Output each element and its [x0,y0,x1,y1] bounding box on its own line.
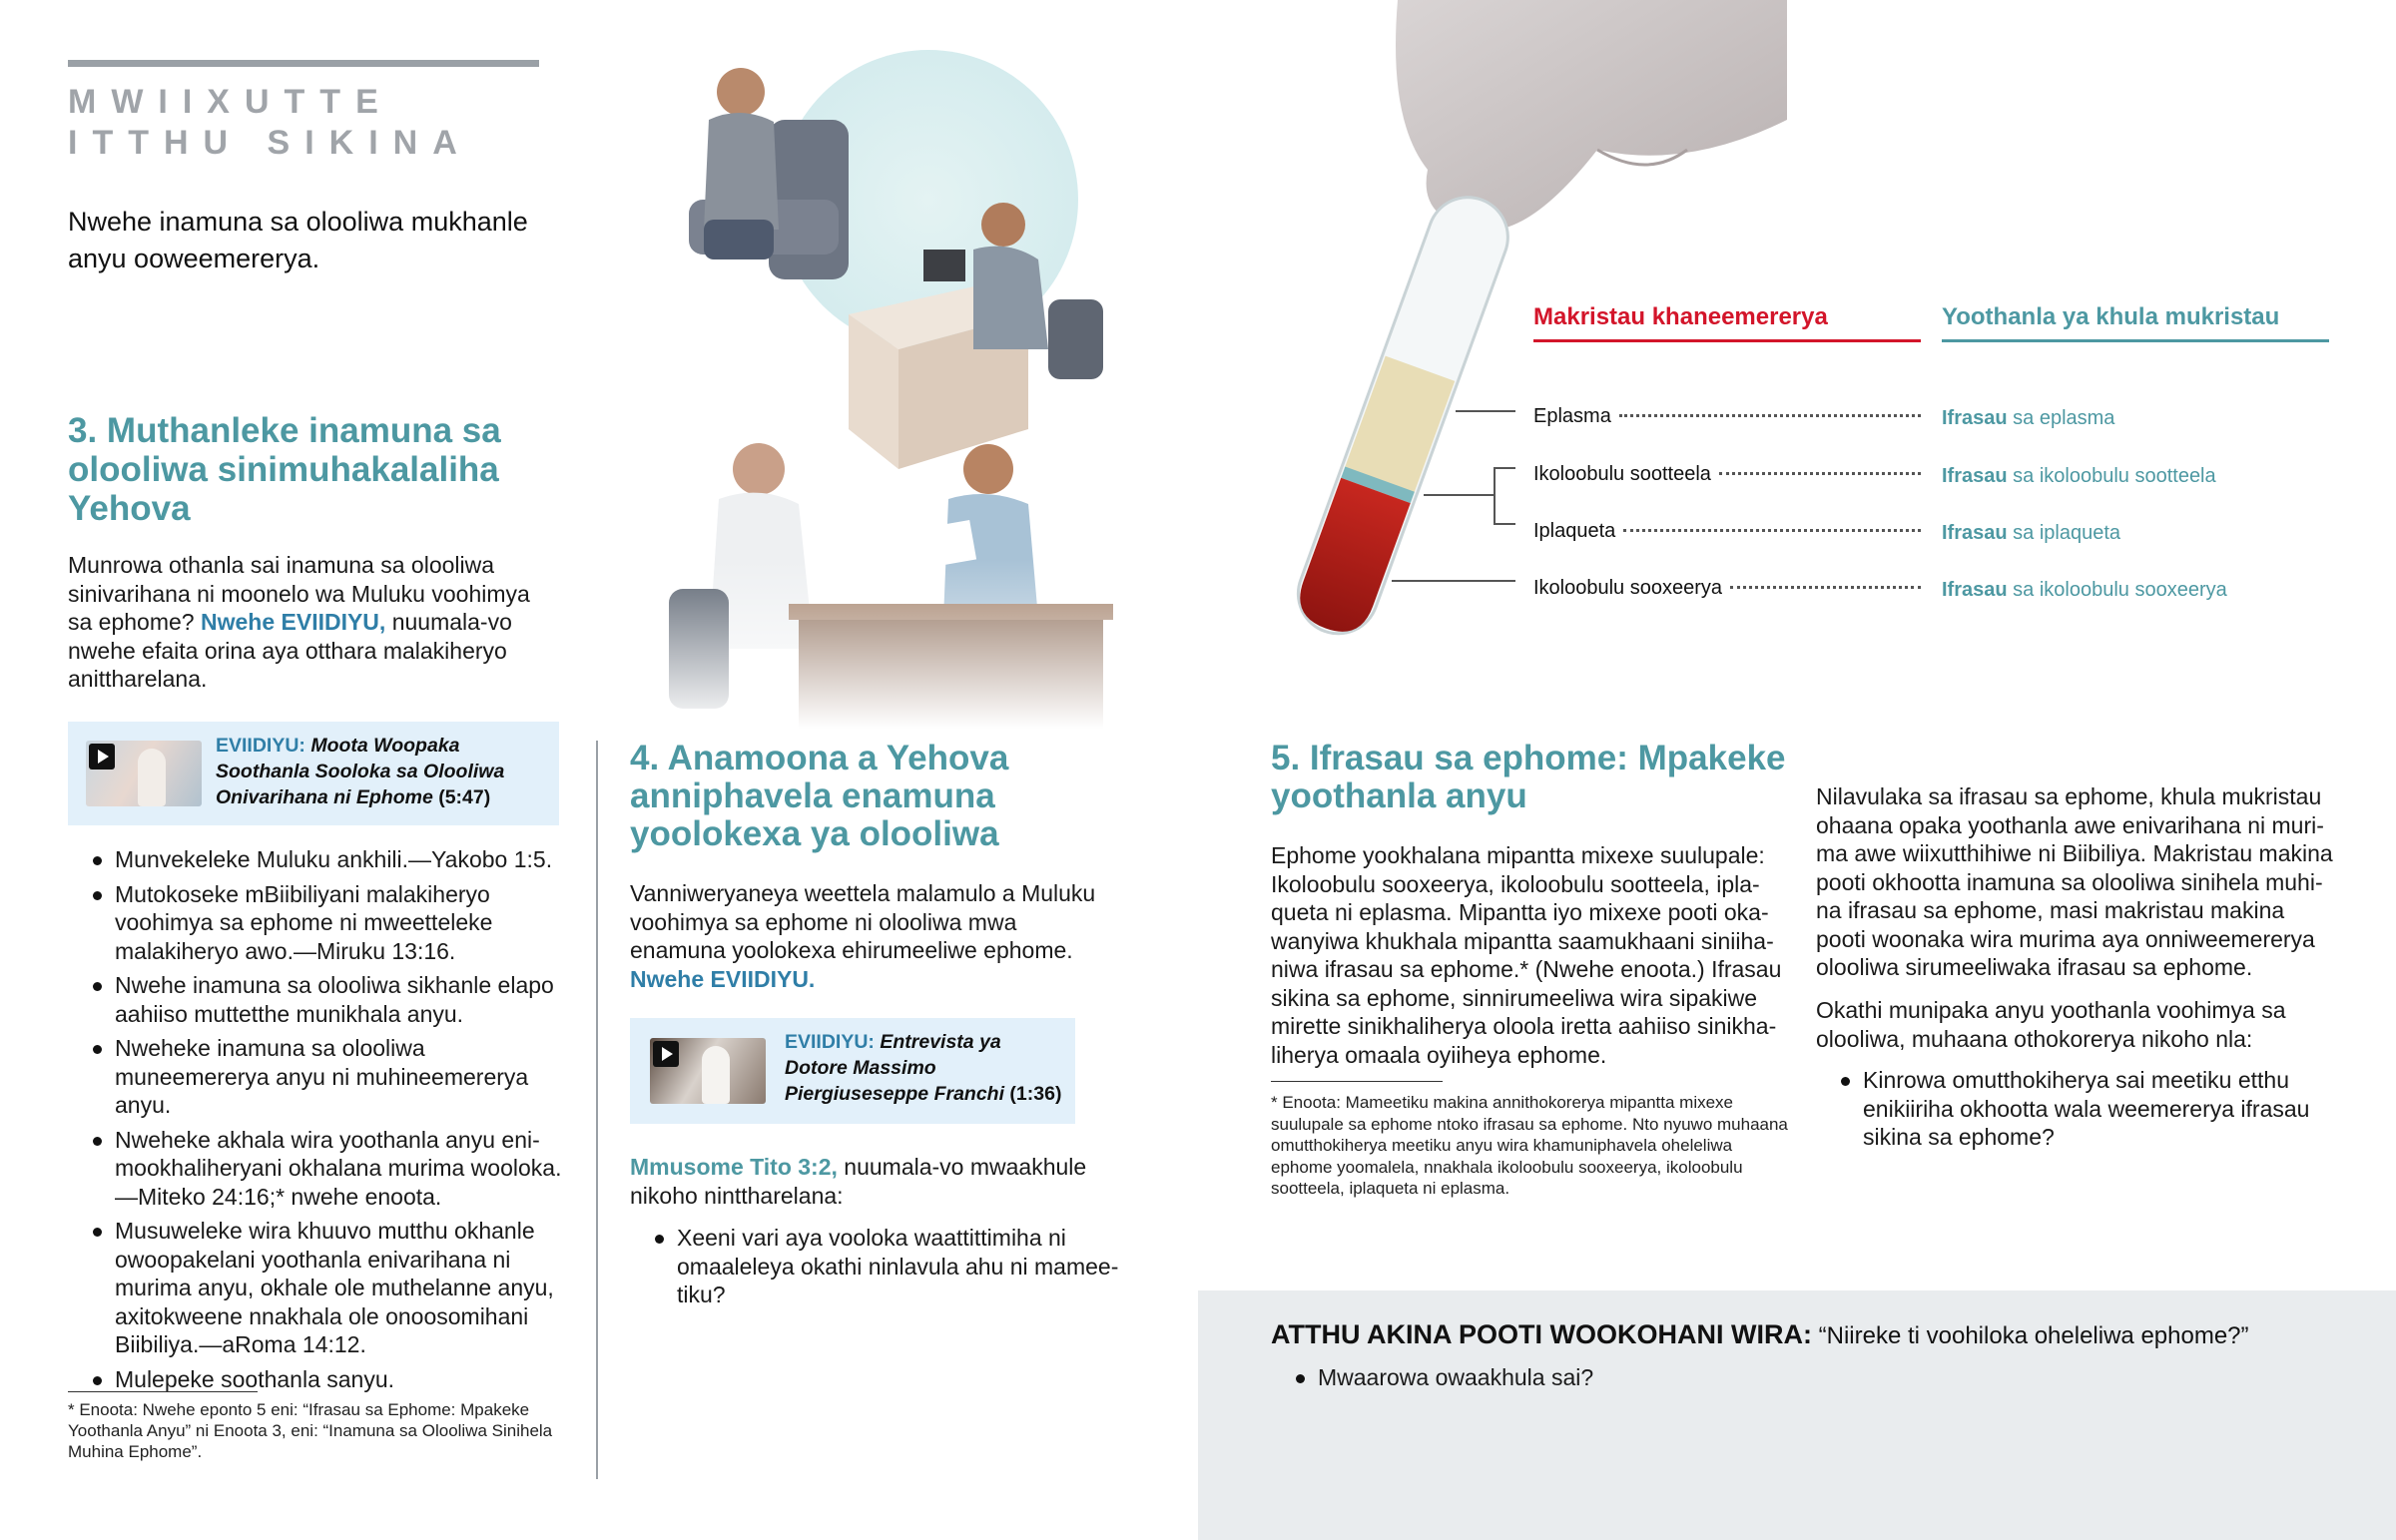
list-item: Mulepeke soothanla sanyu. [68,1365,562,1394]
video-box-2[interactable] [630,1018,1075,1124]
question-list-2 [630,1224,1129,1315]
leader-line [1456,410,1515,412]
watch-video-link-1[interactable]: Nwehe EVIIDIYU, [200,609,386,635]
question-list-4 [1816,1066,2335,1158]
table-header-rule-red [1533,339,1921,342]
list-item: Kinrowa omutthokiherya sai meetiku etthu enikiiriha okhootta wala weemererya ifrasau sikina sa ephome? [1816,1066,2335,1152]
component-name: Ikoloobulu sootteela [1533,463,1711,485]
intro-text: Nwehe inamuna sa olooliwa mukhanle anyu ooweemererya. [68,207,528,273]
table-header-not-accepted: Makristau khaneemererya [1533,303,1828,330]
guidance-list [68,845,562,1399]
list-item: Mutokoseke mBiibiliyani malakiheryo voohimya sa ephome ni mweetteleke malakiheryo awo.—Miruku 13:16. [68,880,562,966]
section-5-title: 5. Ifrasau sa ephome: Mpakeke yoothanla anyu [1271,739,1786,815]
read-instruction [630,1153,1129,1210]
table-row-right [1942,461,2361,491]
video-duration: (1:36) [1009,1083,1062,1105]
list-item: Munvekeleke Muluku ankhili.—Yakobo 1:5. [68,845,562,874]
video-caption-1 [216,733,555,810]
scripture-reference[interactable]: Mmusome Tito 3:2, [630,1154,838,1180]
table-row-right [1942,575,2361,605]
component-name: Eplasma [1533,405,1611,427]
play-icon[interactable] [89,744,115,770]
section-3-title: 3. Muthanleke inamuna sa olooliwa sinimuhakalaliha Yehova [68,411,501,528]
read-instruction-text: nuumala-vo mwaakhule nikoho ninttharelana: [630,1154,1087,1209]
section-3-text-b: nuumala-vo nwehe efaita orina aya otthara malakiheryo anittharelana. [68,609,512,692]
top-rule [68,60,539,67]
list-item: Mwaarowa owaakhula sai? [1271,1363,2169,1392]
fraction-text: sa ikoloobulu sootteela [2007,465,2216,487]
table-row-left [1533,401,1921,431]
dot-leader [1619,414,1921,417]
leader-line [1494,467,1496,523]
objection-text: “Niireke ti voohiloka oheleliwa ephome?” [1818,1322,2249,1349]
leader-line [1494,467,1515,469]
decision-text: Okathi munipaka anyu yoothanla voohimya sa olooliwa, muhaana othokorerya nikoho nla: [1816,997,2286,1052]
table-row-right [1942,403,2361,433]
footnote-rule [1271,1081,1443,1082]
footnote-rule [68,1391,258,1392]
list-item: Nweheke inamuna sa olooliwa muneemererya anyu ni muhineemererya anyu. [68,1034,562,1120]
video-label: EVIIDIYU: [785,1031,875,1053]
video-thumbnail-1[interactable] [86,741,202,806]
fraction-text: sa ikoloobulu sooxeerya [2007,579,2227,601]
leader-line [1392,580,1515,582]
dot-leader [1719,472,1921,475]
table-row-left [1533,516,1921,546]
doctor-consultation-illustration [629,50,1158,729]
section-4-title: 4. Anamoona a Yehova anniphavela enamuna yoolokexa ya olooliwa [630,739,1009,853]
list-item: Nweheke akhala wira yoothanla anyu enimookhaliheryani okhalana murima wooloka.—Miteko 24:16;* nwehe enoota. [68,1126,562,1212]
video-duration: (5:47) [438,786,491,808]
footnote-5: * Enoota: Mameetiku makina annithokorerya mipantta mixexe suulupale sa ephome ntoko ifrasau sa ephome. Nto nyuwo muhaana omutthokiherya meetiku anyu wira khamuniphavela oheleliwa ephome yoomalela, nnakhala ikoloobulu sooxeerya, ikoloobulu sootteela, iplaqueta ni eplasma. [1271,1093,1788,1198]
video-caption-2 [785,1029,1064,1107]
fraction-word: Ifrasau [1942,465,2008,487]
video-label: EVIIDIYU: [216,735,305,757]
section-kicker: MWIIXUTTE ITTHU SIKINA [68,83,472,162]
list-item: Musuweleke wira khuuvo mutthu okhanle owoopakelani yoothanla enivarihana ni murima anyu, okhale ole muthelanne anyu, axitokweene nnakhala ole onoosomihani Biibiliya.—aRoma 14:12. [68,1217,562,1359]
video-thumbnail-2[interactable] [650,1038,766,1104]
video-title: Moota Woopaka Soothanla Sooloka sa Olooliwa Onivarihana ni Ephome [216,735,505,808]
fractions-text: Nilavulaka sa ifrasau sa ephome, khula mukristau ohaana opaka yoothanla awe enivarihana ni murima awe wiixutthihiwe ni Biibiliya. Makristau makina pooti okhootta inamuna sa olooliwa sinihela muhina ifrasau sa ephome, masi makristau makina pooti woonaka wira murima aya onniweemererya olooliwa sirumeeliwaka ifrasau sa ephome. [1816,783,2333,980]
section-4-text-a: Vanniweryaneya weettela malamulo a Muluku voohimya sa ephome ni olooliwa mwa enamuna yoolokexa ehirumeeliwe ephome. [630,880,1096,963]
play-icon[interactable] [653,1041,679,1067]
leader-line [1494,523,1515,525]
section-4-text [630,879,1109,993]
list-item: Xeeni vari aya vooloka waattittimiha ni omaaleleya okathi ninlavula ahu ni mameetiku? [630,1224,1129,1309]
component-name: Ikoloobulu sooxeerya [1533,577,1723,599]
video-box-1[interactable] [68,722,559,825]
table-row-right [1942,518,2361,548]
fraction-word: Ifrasau [1942,522,2008,544]
dot-leader [1623,529,1921,532]
component-name: Iplaqueta [1533,520,1616,542]
section-3-text-a: Munrowa othanla sai inamuna sa olooliwa sinivarihana ni moonelo wa Muluku voohimya sa ephome? [68,552,530,635]
footnote-1: * Enoota: Nwehe eponto 5 eni: “Ifrasau sa Ephome: Mpakeke Yoothanla Anyu” ni Enoota 3, eni: “Inamuna sa Olooliwa Sinihela Muhina Ephome”. [68,1400,553,1461]
video-thumbnail-figure [702,1046,730,1104]
fraction-word: Ifrasau [1942,407,2008,429]
table-header-personal-choice: Yoothanla ya khula mukristau [1942,303,2280,330]
section-3-text [68,551,557,694]
leader-line [1424,494,1494,496]
list-item: Nwehe inamuna sa olooliwa sikhanle elapo aahiiso muttetthe munikhala anyu. [68,971,562,1028]
objection-answer-list [1271,1363,2169,1398]
dot-leader [1730,586,1921,589]
column-divider [596,741,598,1479]
watch-video-link-2[interactable]: Nwehe EVIIDIYU. [630,965,816,992]
video-thumbnail-figure [138,749,166,806]
section-5-text: Ephome yookhalana mipantta mixexe suulupale: Ikoloobulu sooxeerya, ikoloobulu sootteela, iplaqueta ni eplasma. Mipantta iyo mixexe pooti okawanyiwa khukhala mipantta saamukhaani siniihaniwa ifrasau sa ephome.* (Nwehe enoota.) Ifrasau sikina sa ephome, sinnirumeeliwa wira sipakiwe mirette sinikhaliherya oloola iretta aahiiso sinikhaliherya omaala oyiiheya ephome. [1271,842,1782,1068]
table-row-left [1533,573,1921,603]
fraction-text: sa iplaqueta [2007,522,2121,544]
table-row-left [1533,459,1921,489]
objection-heading: ATTHU AKINA POOTI WOOKOHANI WIRA: [1271,1319,1812,1349]
fraction-text: sa eplasma [2007,407,2115,429]
fraction-word: Ifrasau [1942,579,2008,601]
video-title: Entrevista ya Dotore Massimo Piergiuseseppe Franchi [785,1031,1004,1105]
objection-question [1271,1319,2369,1351]
table-header-rule-teal [1942,339,2329,342]
